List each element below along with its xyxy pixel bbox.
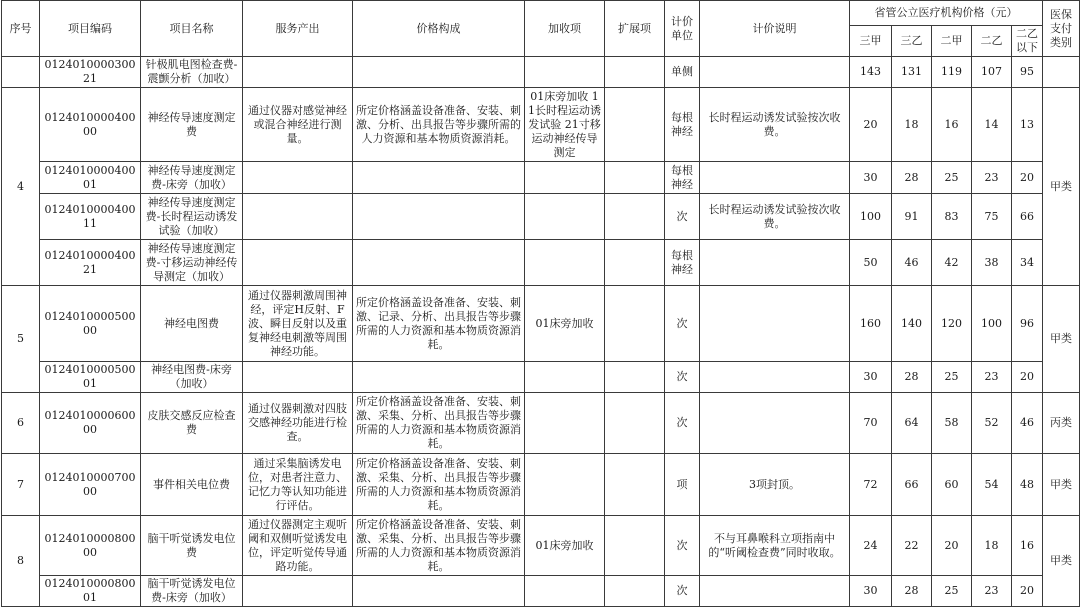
price-cell: 30 [850,576,892,607]
header-seq: 序号 [2,1,40,57]
price-cell: 64 [892,393,932,454]
header-surcharge: 加收项 [525,1,605,57]
header-pricing-note: 计价说明 [700,1,850,57]
header-row-1 [2,1,1080,26]
price-cell: 23 [972,576,1012,607]
price-cell: 96 [1012,286,1043,362]
seq-cell: 7 [2,454,40,516]
code-cell: 012401000060000 [40,393,141,454]
unit-cell: 项 [665,454,700,516]
price-cell: 18 [972,516,1012,576]
note-cell: 长时程运动诱发试验按次收费。 [700,194,850,240]
surcharge-cell [525,576,605,607]
composition-cell: 所定价格涵盖设备准备、安装、刺激、分析、出具报告等步骤所需的人力资源和基本物质资源消耗。 [353,88,525,162]
extension-cell [605,516,665,576]
extension-cell [605,240,665,286]
price-cell: 140 [892,286,932,362]
seq-cell: 5 [2,286,40,393]
output-cell [243,240,353,286]
code-cell: 012401000040011 [40,194,141,240]
extension-cell [605,286,665,362]
table-row [2,516,1080,576]
name-cell: 神经传导速度测定费 [141,88,243,162]
surcharge-cell: 01床旁加收 [525,286,605,362]
unit-cell: 次 [665,362,700,393]
header-code: 项目编码 [40,1,141,57]
header-price-group: 省管公立医疗机构价格（元） [850,1,1043,26]
unit-cell: 次 [665,194,700,240]
seq-cell: 4 [2,88,40,286]
header-grade-3: 二甲 [932,26,972,57]
note-cell [700,393,850,454]
output-cell: 通过仪器测定主观听阈和双侧听觉诱发电位，评定听觉传导通路功能。 [243,516,353,576]
unit-cell: 单侧 [665,57,700,88]
price-cell: 52 [972,393,1012,454]
price-cell: 107 [972,57,1012,88]
insurance-cell: 甲类 [1043,88,1080,286]
insurance-cell [1043,57,1080,88]
note-cell [700,240,850,286]
output-cell: 通过仪器对感觉神经或混合神经进行测量。 [243,88,353,162]
header-insurance: 医保支付类别 [1043,1,1080,57]
unit-cell: 次 [665,393,700,454]
output-cell [243,162,353,194]
price-cell: 14 [972,88,1012,162]
table-row [2,88,1080,162]
insurance-cell: 甲类 [1043,516,1080,607]
table-row [2,393,1080,454]
extension-cell [605,362,665,393]
price-cell: 50 [850,240,892,286]
header-extension: 扩展项 [605,1,665,57]
surcharge-cell [525,240,605,286]
output-cell [243,57,353,88]
note-cell [700,286,850,362]
header-name: 项目名称 [141,1,243,57]
price-cell: 160 [850,286,892,362]
unit-cell: 次 [665,576,700,607]
note-cell: 长时程运动诱发试验按次收费。 [700,88,850,162]
price-cell: 143 [850,57,892,88]
composition-cell [353,240,525,286]
header-grade-4: 二乙 [972,26,1012,57]
price-cell: 83 [932,194,972,240]
price-cell: 66 [1012,194,1043,240]
extension-cell [605,57,665,88]
price-cell: 42 [932,240,972,286]
surcharge-cell [525,194,605,240]
price-cell: 25 [932,362,972,393]
note-cell: 不与耳鼻喉科立项指南中的“听阈检查费”同时收取。 [700,516,850,576]
price-cell: 38 [972,240,1012,286]
code-cell: 012401000070000 [40,454,141,516]
note-cell [700,162,850,194]
table-row [2,194,1080,240]
price-cell: 18 [892,88,932,162]
seq-cell: 6 [2,393,40,454]
header-grade-5: 二乙以下 [1012,26,1043,57]
composition-cell: 所定价格涵盖设备准备、安装、刺激、采集、分析、出具报告等步骤所需的人力资源和基本物质资源消耗。 [353,516,525,576]
price-cell: 28 [892,362,932,393]
price-cell: 91 [892,194,932,240]
seq-cell [2,57,40,88]
price-cell: 24 [850,516,892,576]
price-cell: 25 [932,162,972,194]
price-table [1,0,1080,607]
price-cell: 100 [972,286,1012,362]
price-cell: 46 [1012,393,1043,454]
header-unit: 计价单位 [665,1,700,57]
surcharge-cell: 01床旁加收 [525,516,605,576]
price-cell: 48 [1012,454,1043,516]
output-cell: 通过仪器刺激对四肢交感神经功能进行检查。 [243,393,353,454]
header-output: 服务产出 [243,1,353,57]
surcharge-cell [525,162,605,194]
name-cell: 神经传导速度测定费-长时程运动诱发试验（加收） [141,194,243,240]
price-cell: 20 [1012,362,1043,393]
extension-cell [605,194,665,240]
surcharge-cell [525,362,605,393]
code-cell: 012401000030021 [40,57,141,88]
code-cell: 012401000050000 [40,286,141,362]
code-cell: 012401000040021 [40,240,141,286]
surcharge-cell [525,454,605,516]
name-cell: 脑干听觉诱发电位费-床旁（加收） [141,576,243,607]
code-cell: 012401000040001 [40,162,141,194]
table-row [2,576,1080,607]
price-cell: 30 [850,162,892,194]
price-cell: 20 [932,516,972,576]
name-cell: 皮肤交感反应检查费 [141,393,243,454]
unit-cell: 次 [665,286,700,362]
price-cell: 131 [892,57,932,88]
output-cell: 通过仪器刺激周围神经，评定H反射、F波、瞬目反射以及重复神经电刺激等周围神经功能。 [243,286,353,362]
price-cell: 60 [932,454,972,516]
price-cell: 72 [850,454,892,516]
price-cell: 70 [850,393,892,454]
name-cell: 神经传导速度测定费-寸移运动神经传导测定（加收） [141,240,243,286]
name-cell: 神经传导速度测定费-床旁（加收） [141,162,243,194]
code-cell: 012401000080001 [40,576,141,607]
table-row [2,240,1080,286]
insurance-cell: 丙类 [1043,393,1080,454]
note-cell [700,576,850,607]
extension-cell [605,576,665,607]
price-cell: 34 [1012,240,1043,286]
table-row [2,162,1080,194]
price-cell: 22 [892,516,932,576]
header-price-composition: 价格构成 [353,1,525,57]
price-cell: 13 [1012,88,1043,162]
price-cell: 16 [932,88,972,162]
code-cell: 012401000040000 [40,88,141,162]
composition-cell [353,576,525,607]
unit-cell: 次 [665,516,700,576]
insurance-cell: 甲类 [1043,454,1080,516]
surcharge-cell: 01床旁加收 11长时程运动诱发试验 21寸移运动神经传导测定 [525,88,605,162]
price-cell: 119 [932,57,972,88]
price-cell: 20 [1012,162,1043,194]
extension-cell [605,162,665,194]
composition-cell: 所定价格涵盖设备准备、安装、刺激、记录、分析、出具报告等步骤所需的人力资源和基本物质资源消耗。 [353,286,525,362]
price-cell: 16 [1012,516,1043,576]
price-cell: 23 [972,162,1012,194]
header-grade-1: 三甲 [850,26,892,57]
price-cell: 120 [932,286,972,362]
price-cell: 54 [972,454,1012,516]
name-cell: 脑干听觉诱发电位费 [141,516,243,576]
table-row [2,454,1080,516]
note-cell [700,57,850,88]
header-grade-2: 三乙 [892,26,932,57]
extension-cell [605,454,665,516]
code-cell: 012401000080000 [40,516,141,576]
table-row [2,286,1080,362]
table-row [2,57,1080,88]
note-cell: 3项封顶。 [700,454,850,516]
name-cell: 事件相关电位费 [141,454,243,516]
price-cell: 46 [892,240,932,286]
price-cell: 20 [1012,576,1043,607]
seq-cell: 8 [2,516,40,607]
surcharge-cell [525,393,605,454]
composition-cell [353,362,525,393]
composition-cell [353,162,525,194]
composition-cell: 所定价格涵盖设备准备、安装、刺激、采集、分析、出具报告等步骤所需的人力资源和基本物质资源消耗。 [353,393,525,454]
price-cell: 75 [972,194,1012,240]
name-cell: 神经电图费 [141,286,243,362]
price-cell: 30 [850,362,892,393]
note-cell [700,362,850,393]
code-cell: 012401000050001 [40,362,141,393]
price-cell: 58 [932,393,972,454]
price-cell: 66 [892,454,932,516]
price-cell: 20 [850,88,892,162]
price-cell: 100 [850,194,892,240]
output-cell [243,576,353,607]
output-cell [243,362,353,393]
unit-cell: 每根神经 [665,88,700,162]
name-cell: 针极肌电图检查费-震颤分析（加收） [141,57,243,88]
table-row [2,362,1080,393]
composition-cell: 所定价格涵盖设备准备、安装、刺激、采集、分析、出具报告等步骤所需的人力资源和基本物质资源消耗。 [353,454,525,516]
extension-cell [605,88,665,162]
price-cell: 23 [972,362,1012,393]
price-cell: 28 [892,162,932,194]
unit-cell: 每根神经 [665,162,700,194]
price-cell: 95 [1012,57,1043,88]
unit-cell: 每根神经 [665,240,700,286]
output-cell: 通过采集脑诱发电位，对患者注意力、记忆力等认知功能进行评估。 [243,454,353,516]
price-cell: 28 [892,576,932,607]
extension-cell [605,393,665,454]
composition-cell [353,194,525,240]
composition-cell [353,57,525,88]
insurance-cell: 甲类 [1043,286,1080,393]
name-cell: 神经电图费-床旁（加收） [141,362,243,393]
output-cell [243,194,353,240]
surcharge-cell [525,57,605,88]
price-cell: 25 [932,576,972,607]
